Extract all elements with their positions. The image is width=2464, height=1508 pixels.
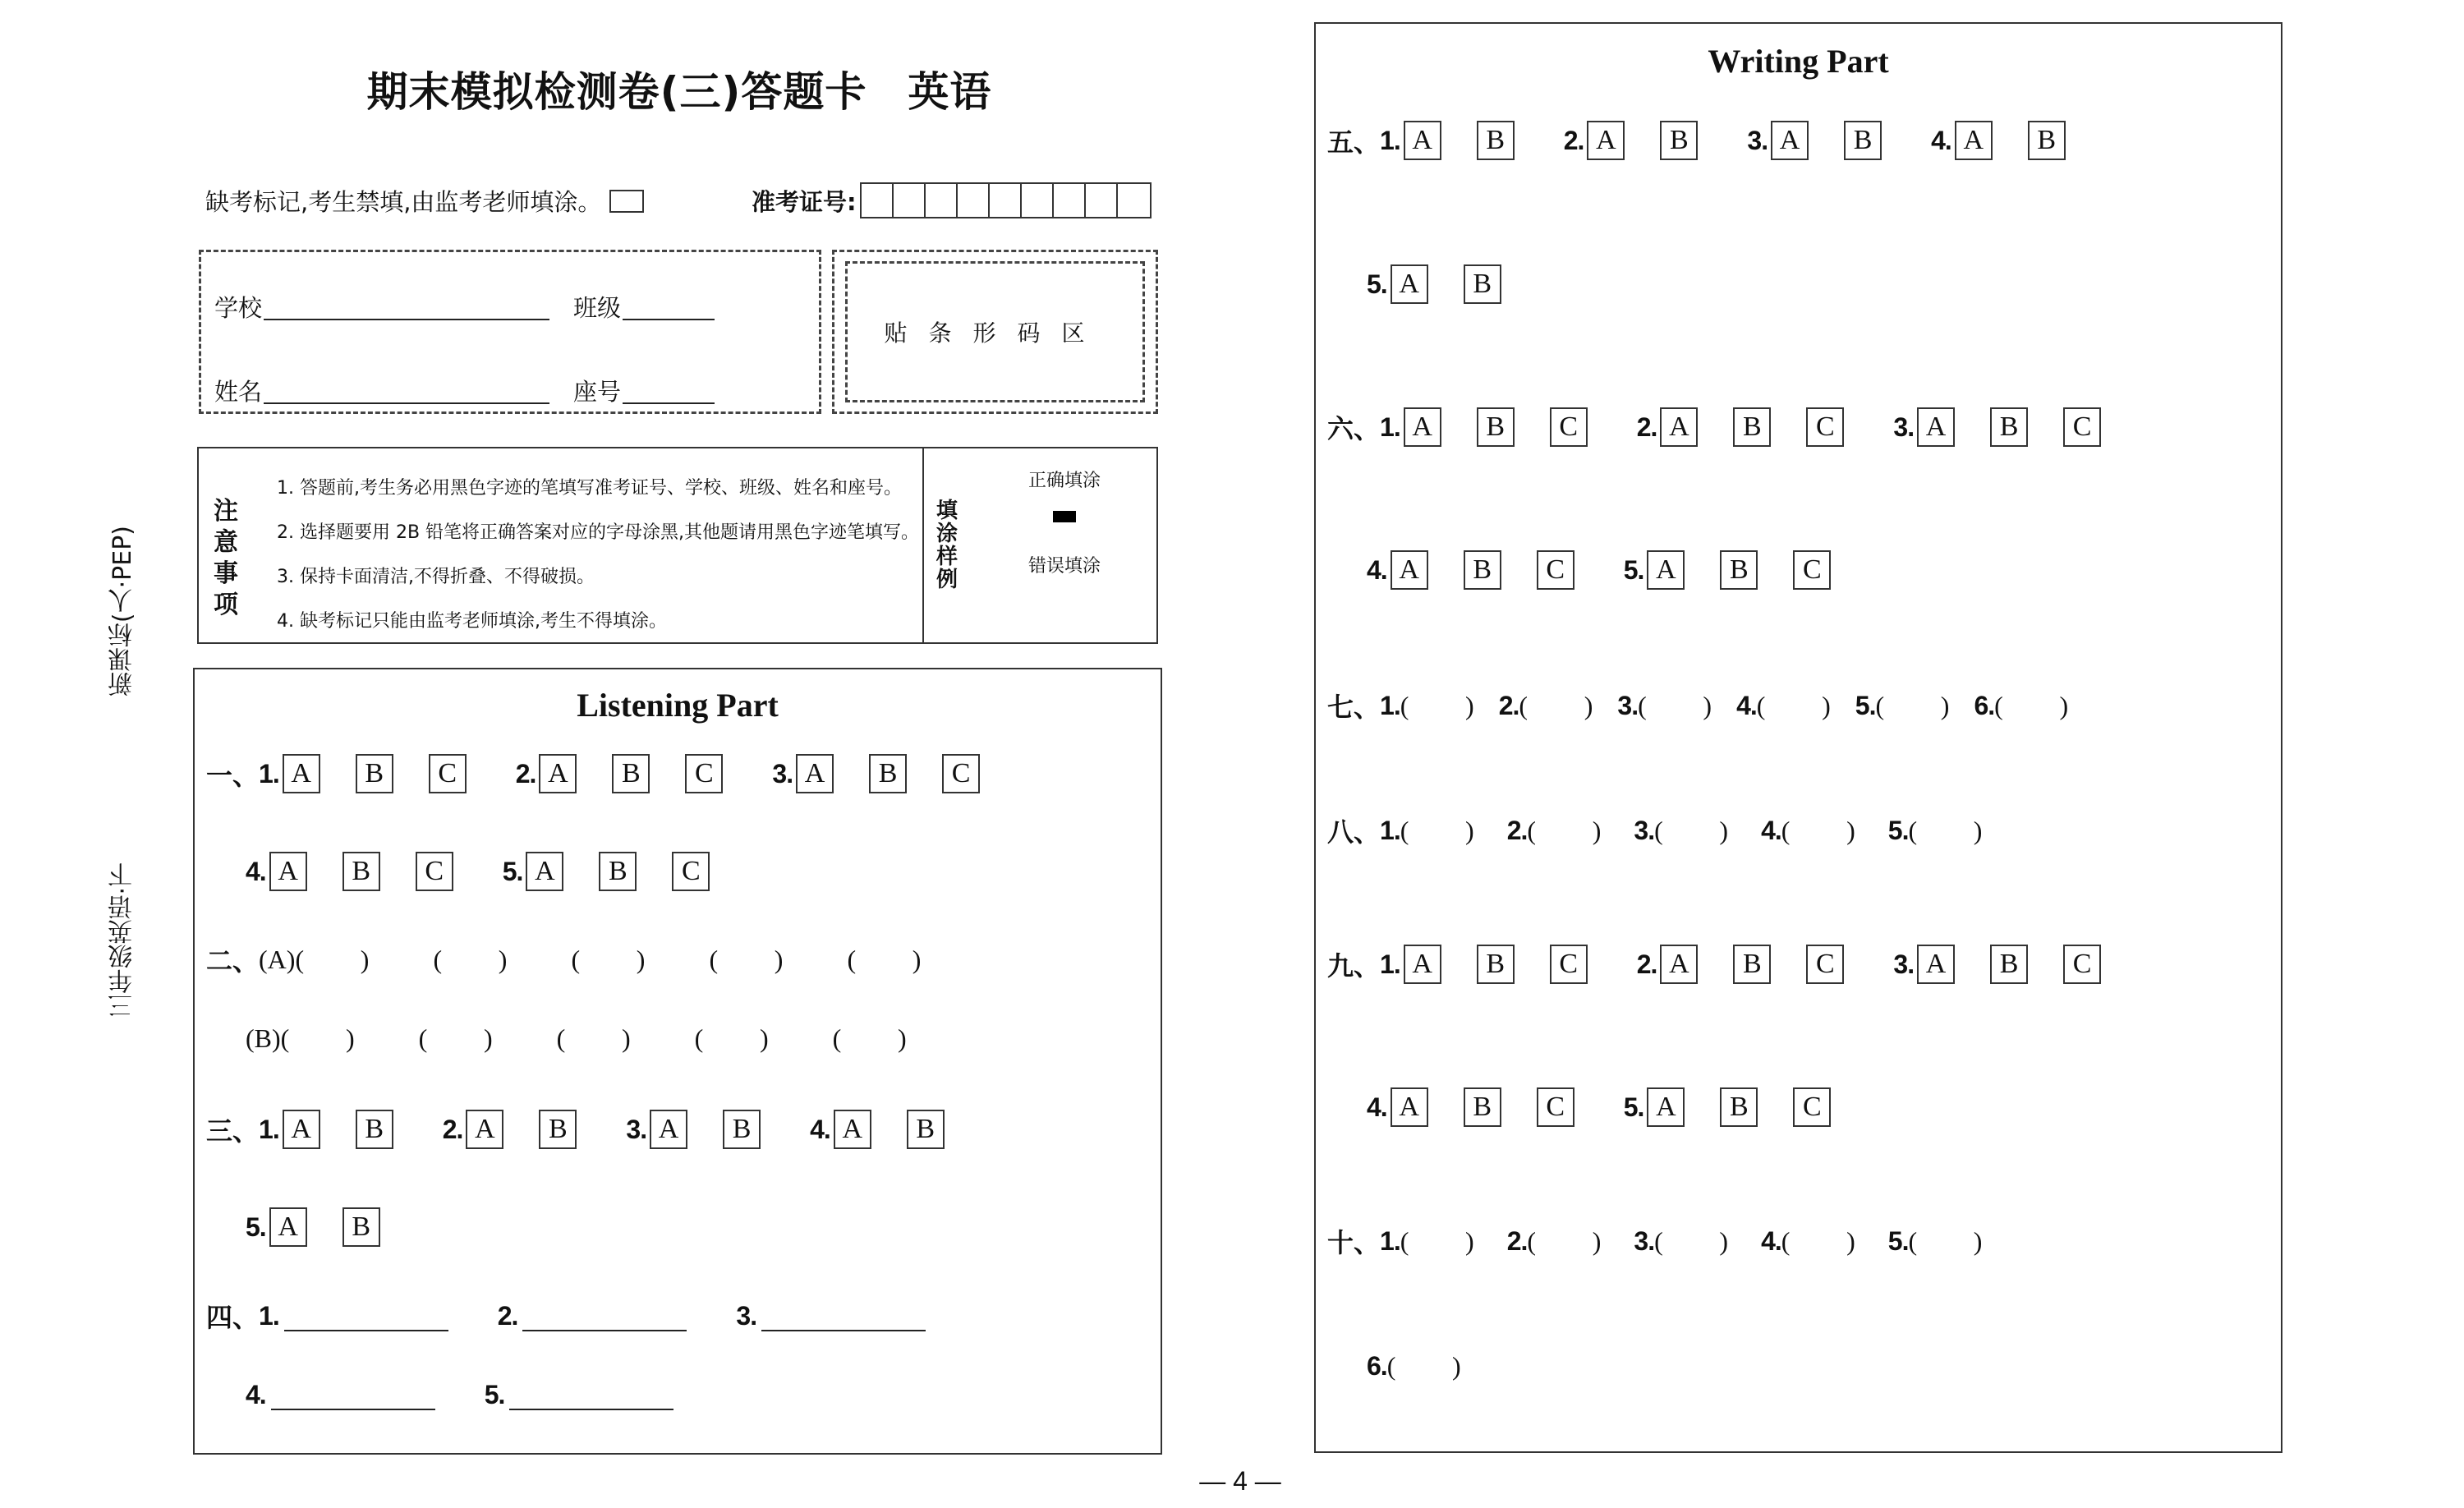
answer-bubble-a[interactable]: A	[1660, 407, 1698, 447]
answer-parentheses[interactable]: ( )	[1994, 690, 2069, 720]
school-line[interactable]	[264, 317, 549, 320]
absent-mark	[205, 184, 644, 218]
answer-bubble-c[interactable]: C	[1806, 407, 1844, 447]
exam-number-cell[interactable]	[1022, 184, 1054, 217]
answer-bubble-a[interactable]: A	[650, 1110, 687, 1149]
question-number: 5.	[1855, 690, 1876, 720]
notes-list	[277, 467, 919, 644]
question-number: 3.	[1634, 1225, 1655, 1256]
question-number: 5.	[484, 1380, 505, 1409]
title-subject: 英语	[908, 68, 992, 116]
question-item	[1499, 691, 1593, 721]
answer-bubble-a[interactable]: A	[1660, 945, 1698, 984]
question-group	[516, 754, 724, 793]
class-label: 班级	[573, 294, 622, 322]
question-number: 5.	[1367, 269, 1387, 299]
answer-bubble-a[interactable]: A	[1391, 550, 1428, 590]
section-9-row-1	[1327, 944, 2101, 985]
section-1-row-2	[206, 851, 710, 892]
question-item	[1761, 816, 1855, 846]
answer-bubble-c[interactable]: C	[416, 852, 453, 891]
class-line[interactable]	[623, 317, 715, 320]
answer-blank[interactable]	[271, 1379, 435, 1410]
question-number: 1.	[1380, 125, 1400, 155]
answer-bubble-b[interactable]: B	[1720, 1087, 1758, 1127]
answer-bubble-b[interactable]: B	[342, 852, 380, 891]
answer-bubble-b[interactable]: B	[907, 1110, 945, 1149]
answer-bubble-b[interactable]: B	[2028, 121, 2066, 160]
question-group	[259, 754, 467, 793]
section-2-row-a	[206, 939, 985, 980]
question-number: 2.	[1506, 815, 1528, 845]
section-1-row-1	[206, 753, 980, 794]
answer-parentheses[interactable]: ( )	[1400, 690, 1474, 720]
question-number: 3.	[1893, 411, 1915, 442]
answer-parentheses[interactable]: ( )	[1400, 1225, 1474, 1256]
answer-parentheses[interactable]: ( )	[418, 1023, 493, 1053]
answer-bubble-b[interactable]: B	[612, 754, 650, 793]
answer-bubble-a[interactable]: A	[1587, 121, 1625, 160]
question-number: 2.	[1506, 1225, 1528, 1256]
answer-parentheses[interactable]: ( )	[571, 944, 646, 974]
question-number: 1.	[1380, 1225, 1400, 1256]
question-item	[498, 1300, 687, 1331]
question-number: 3.	[1617, 690, 1639, 720]
question-item	[1380, 691, 1474, 721]
barcode-label: 贴条形码区	[884, 320, 1106, 347]
question-number: 4.	[1761, 815, 1781, 845]
answer-blank[interactable]	[522, 1300, 687, 1331]
question-group	[503, 852, 710, 891]
question-number: 4.	[246, 1380, 266, 1409]
question-number: 2.	[1563, 125, 1584, 155]
answer-bubble-a[interactable]: A	[1391, 264, 1428, 304]
class-field[interactable]	[573, 290, 715, 324]
question-number: 1.	[259, 1114, 279, 1144]
question-item	[1380, 816, 1474, 846]
answer-parentheses[interactable]: ( )	[1908, 815, 1983, 845]
section-3-row-2	[206, 1207, 380, 1248]
answer-bubble-b[interactable]: B	[1660, 121, 1698, 160]
question-item	[246, 1379, 435, 1410]
answer-bubble-b[interactable]: B	[1733, 945, 1771, 984]
student-info-box	[199, 250, 821, 414]
answer-bubble-a[interactable]: A	[283, 754, 320, 793]
question-group	[1893, 945, 2101, 984]
exam-number-cell[interactable]	[862, 184, 894, 217]
answer-parentheses[interactable]: ( )	[709, 944, 784, 974]
answer-bubble-a[interactable]: A	[1391, 1087, 1428, 1127]
question-item	[1888, 816, 1983, 846]
question-number: 2.	[1498, 690, 1519, 720]
section-label: 五、	[1327, 126, 1381, 158]
answer-bubble-c[interactable]: C	[685, 754, 723, 793]
absent-mark-label: 缺考标记,考生禁填,由监考老师填涂。	[205, 188, 602, 216]
answer-parentheses[interactable]: ( )	[1400, 815, 1474, 845]
section-label: 六、	[1327, 413, 1381, 444]
question-number: 3.	[626, 1114, 647, 1144]
question-group	[626, 1110, 761, 1149]
notes-box	[197, 447, 1158, 644]
answer-parentheses[interactable]: ( )	[1908, 1225, 1983, 1256]
answer-bubble-a[interactable]: A	[466, 1110, 503, 1149]
question-group	[246, 1207, 380, 1247]
question-number: 1.	[259, 1301, 279, 1331]
question-item	[259, 1300, 448, 1331]
answer-parentheses[interactable]: ( )	[433, 944, 508, 974]
section-label: 七、	[1327, 692, 1381, 723]
question-group	[1367, 550, 1574, 590]
section-3-row-1	[206, 1109, 945, 1150]
school-label: 学校	[214, 294, 263, 322]
question-group	[772, 754, 980, 793]
exam-number-cell[interactable]	[1118, 184, 1150, 217]
answer-bubble-a[interactable]: A	[1917, 945, 1955, 984]
correct-fill-label: 正确填涂	[1028, 471, 1101, 491]
question-number: 5.	[1887, 815, 1909, 845]
answer-bubble-b[interactable]: B	[1477, 407, 1515, 447]
seat-field[interactable]	[573, 374, 715, 407]
question-item	[1974, 691, 2068, 721]
section-2-row-b	[206, 1018, 971, 1059]
question-number: 4.	[1736, 690, 1757, 720]
title-text: 期末模拟检测卷(三)答题卡	[366, 68, 867, 116]
question-item	[1507, 816, 1602, 846]
answer-parentheses[interactable]: ( )	[1519, 690, 1593, 720]
question-number: 2.	[497, 1301, 518, 1331]
section-7-row	[1327, 685, 2093, 726]
name-label: 姓名	[214, 378, 263, 406]
question-number: 3.	[736, 1301, 757, 1331]
question-number: 2.	[1636, 949, 1657, 979]
exam-number-cell[interactable]	[990, 184, 1022, 217]
answer-parentheses[interactable]: ( )	[1654, 815, 1729, 845]
question-number: 3.	[1747, 125, 1768, 155]
answer-parentheses[interactable]: ( )	[1527, 1225, 1602, 1256]
barcode-area	[845, 261, 1145, 402]
answer-bubble-b[interactable]: B	[1720, 550, 1758, 590]
section-label: 四、	[206, 1302, 260, 1333]
answer-bubble-b[interactable]: B	[356, 1110, 393, 1149]
answer-bubble-a[interactable]: A	[1404, 121, 1441, 160]
question-item	[1855, 691, 1950, 721]
question-item	[1634, 1226, 1728, 1257]
answer-bubble-b[interactable]: B	[1464, 1087, 1501, 1127]
question-number: 4.	[810, 1114, 830, 1144]
section-label: 三、	[206, 1115, 260, 1147]
school-field[interactable]	[214, 290, 549, 324]
note-item: 3. 保持卡面清洁,不得折叠、不得破损。	[277, 567, 595, 587]
question-number: 1.	[1380, 411, 1400, 442]
answer-bubble-a[interactable]: A	[526, 852, 563, 891]
question-item	[1380, 1226, 1474, 1257]
answer-bubble-c[interactable]: C	[1537, 550, 1574, 590]
answer-bubble-c[interactable]: C	[1537, 1087, 1574, 1127]
part-b-label: (B)	[246, 1023, 281, 1053]
question-group	[1637, 945, 1845, 984]
writing-part-panel	[1314, 22, 2282, 1453]
question-number: 4.	[1931, 125, 1951, 155]
section-label: 一、	[206, 760, 260, 791]
question-item	[1888, 1226, 1983, 1257]
question-group	[443, 1110, 577, 1149]
answer-bubble-b[interactable]: B	[1990, 407, 2028, 447]
section-label: 二、	[206, 945, 260, 977]
answer-bubble-b[interactable]: B	[1844, 121, 1882, 160]
question-item	[736, 1300, 926, 1331]
answer-bubble-a[interactable]: A	[1404, 945, 1441, 984]
exam-number-cell[interactable]	[894, 184, 926, 217]
question-number: 5.	[502, 856, 523, 886]
seat-line[interactable]	[623, 401, 715, 404]
answer-bubble-b[interactable]: B	[356, 754, 393, 793]
section-8-row	[1327, 810, 2015, 851]
question-number: 1.	[1380, 815, 1400, 845]
exam-number-label: 准考证号:	[752, 187, 857, 216]
answer-bubble-a[interactable]: A	[1771, 121, 1809, 160]
answer-bubble-a[interactable]: A	[539, 754, 577, 793]
answer-parentheses[interactable]: ( )	[1527, 815, 1602, 845]
section-5-row-1	[1327, 120, 2066, 161]
page-number: — 4 —	[1199, 1466, 1281, 1496]
question-number: 3.	[1893, 949, 1915, 979]
listening-title: Listening Part	[577, 687, 779, 724]
answer-bubble-c[interactable]: C	[2063, 945, 2101, 984]
question-number: 1.	[1380, 690, 1400, 720]
section-6-row-1	[1327, 407, 2101, 448]
question-number: 1.	[259, 758, 279, 788]
question-number: 6.	[1974, 690, 1995, 720]
question-item	[1761, 1226, 1855, 1257]
question-group	[1380, 121, 1515, 160]
note-item: 4. 缺考标记只能由监考老师填涂,考生不得填涂。	[277, 611, 667, 632]
section-9-row-2	[1327, 1087, 1831, 1128]
section-label: 十、	[1327, 1227, 1381, 1258]
answer-parentheses[interactable]: ( )	[280, 1023, 355, 1053]
answer-bubble-a[interactable]: A	[269, 1207, 307, 1247]
fill-sample-title: 填涂样例	[935, 499, 958, 592]
answer-bubble-c[interactable]: C	[1793, 550, 1831, 590]
question-number: 5.	[1887, 1225, 1909, 1256]
note-item: 2. 选择题要用 2B 铅笔将正确答案对应的字母涂黑,其他题请用黑色字迹笔填写。	[277, 522, 920, 543]
question-group	[1624, 1087, 1832, 1127]
question-item	[1736, 691, 1831, 721]
section-4-row-1	[206, 1295, 975, 1336]
answer-bubble-b[interactable]: B	[1477, 945, 1515, 984]
answer-bubble-a[interactable]: A	[283, 1110, 320, 1149]
answer-parentheses[interactable]: ( )	[1756, 690, 1831, 720]
section-label: 八、	[1327, 816, 1381, 848]
section-10-row-2	[1327, 1345, 1486, 1386]
answer-bubble-a[interactable]: A	[269, 852, 307, 891]
answer-bubble-a[interactable]: A	[1647, 1087, 1685, 1127]
answer-bubble-a[interactable]: A	[1647, 550, 1685, 590]
question-group	[1367, 264, 1501, 304]
exam-number-cell[interactable]	[1054, 184, 1086, 217]
answer-bubble-c[interactable]: C	[1806, 945, 1844, 984]
note-item: 1. 答题前,考生务必用黑色字迹的笔填写准考证号、学校、班级、姓名和座号。	[277, 478, 902, 499]
question-number: 6.	[1367, 1350, 1387, 1381]
answer-parentheses[interactable]: ( )	[1386, 1350, 1461, 1381]
answer-blank[interactable]	[284, 1300, 448, 1331]
part-a-label: (A)	[259, 944, 296, 974]
question-group	[1931, 121, 2066, 160]
question-number: 3.	[772, 758, 793, 788]
question-number: 5.	[1623, 1092, 1644, 1122]
answer-bubble-b[interactable]: B	[342, 1207, 380, 1247]
seat-label: 座号	[573, 378, 622, 406]
answer-bubble-c[interactable]: C	[1550, 945, 1588, 984]
question-item	[485, 1379, 674, 1410]
exam-number-cell[interactable]	[958, 184, 990, 217]
side-text-grade: 三年级英语·下	[108, 862, 137, 1018]
answer-bubble-b[interactable]: B	[1464, 264, 1501, 304]
answer-parentheses[interactable]: ( )	[1781, 1225, 1855, 1256]
question-number: 3.	[1634, 815, 1655, 845]
question-item	[1617, 691, 1712, 721]
section-4-row-2	[206, 1374, 723, 1415]
question-item	[1634, 816, 1728, 846]
question-number: 2.	[442, 1114, 463, 1144]
answer-bubble-c[interactable]: C	[2063, 407, 2101, 447]
absent-mark-checkbox[interactable]	[609, 190, 644, 213]
section-10-row-1	[1327, 1221, 2015, 1262]
question-number: 2.	[515, 758, 536, 788]
page-title	[0, 59, 1358, 118]
answer-parentheses[interactable]: ( )	[556, 1023, 631, 1053]
answer-bubble-b[interactable]: B	[539, 1110, 577, 1149]
question-number: 4.	[1367, 554, 1387, 585]
answer-bubble-a[interactable]: A	[834, 1110, 871, 1149]
answer-blank[interactable]	[761, 1300, 926, 1331]
wrong-fill-label: 错误填涂	[1028, 556, 1101, 577]
answer-bubble-b[interactable]: B	[869, 754, 907, 793]
question-group	[1893, 407, 2101, 447]
question-group	[246, 852, 453, 891]
answer-parentheses[interactable]: ( )	[295, 944, 370, 974]
question-number: 5.	[1623, 554, 1644, 585]
side-text-curriculum: 新课标(人·PEP)	[108, 526, 137, 697]
name-line[interactable]	[264, 401, 549, 404]
answer-parentheses[interactable]: ( )	[1875, 690, 1950, 720]
answer-parentheses[interactable]: ( )	[694, 1023, 769, 1053]
answer-bubble-c[interactable]: C	[672, 852, 710, 891]
exam-number	[752, 182, 1152, 218]
question-group	[259, 1110, 393, 1149]
section-6-row-2	[1327, 549, 1831, 591]
answer-blank[interactable]	[509, 1379, 673, 1410]
correct-fill-sample-icon	[1053, 511, 1076, 522]
question-number: 2.	[1636, 411, 1657, 442]
writing-title: Writing Part	[1708, 43, 1889, 80]
question-group	[1380, 407, 1588, 447]
answer-bubble-a[interactable]: A	[796, 754, 834, 793]
section-label: 九、	[1327, 950, 1381, 982]
question-item	[1367, 1351, 1461, 1382]
question-number: 1.	[1380, 949, 1400, 979]
answer-bubble-c[interactable]: C	[1793, 1087, 1831, 1127]
question-group	[1637, 407, 1845, 447]
answer-bubble-c[interactable]: C	[1550, 407, 1588, 447]
answer-bubble-b[interactable]: B	[1733, 407, 1771, 447]
answer-parentheses[interactable]: ( )	[1781, 815, 1855, 845]
question-group	[1564, 121, 1699, 160]
question-group	[810, 1110, 945, 1149]
answer-bubble-a[interactable]: A	[1917, 407, 1955, 447]
answer-bubble-b[interactable]: B	[1464, 550, 1501, 590]
answer-parentheses[interactable]: ( )	[832, 1023, 907, 1053]
answer-parentheses[interactable]: ( )	[1654, 1225, 1729, 1256]
question-group	[1747, 121, 1882, 160]
question-number: 4.	[246, 856, 266, 886]
answer-bubble-b[interactable]: B	[1477, 121, 1515, 160]
answer-bubble-a[interactable]: A	[1955, 121, 1993, 160]
answer-bubble-b[interactable]: B	[723, 1110, 761, 1149]
listening-part-panel	[193, 668, 1162, 1455]
answer-bubble-c[interactable]: C	[429, 754, 467, 793]
notes-title: 注意事项	[214, 497, 238, 619]
answer-parentheses[interactable]: ( )	[847, 944, 922, 974]
question-group	[1380, 945, 1588, 984]
question-group	[1367, 1087, 1574, 1127]
exam-number-cell[interactable]	[926, 184, 958, 217]
question-number: 4.	[1761, 1225, 1781, 1256]
exam-number-cells	[860, 182, 1152, 218]
question-number: 5.	[246, 1211, 266, 1242]
answer-bubble-b[interactable]: B	[599, 852, 637, 891]
question-item	[1507, 1226, 1602, 1257]
answer-bubble-a[interactable]: A	[1404, 407, 1441, 447]
section-5-row-2	[1327, 264, 1501, 305]
answer-bubble-c[interactable]: C	[942, 754, 980, 793]
name-field[interactable]	[214, 374, 549, 407]
notes-divider	[922, 448, 924, 642]
answer-bubble-b[interactable]: B	[1990, 945, 2028, 984]
question-number: 4.	[1367, 1092, 1387, 1122]
exam-number-cell[interactable]	[1086, 184, 1118, 217]
answer-parentheses[interactable]: ( )	[1638, 690, 1712, 720]
question-group	[1624, 550, 1832, 590]
